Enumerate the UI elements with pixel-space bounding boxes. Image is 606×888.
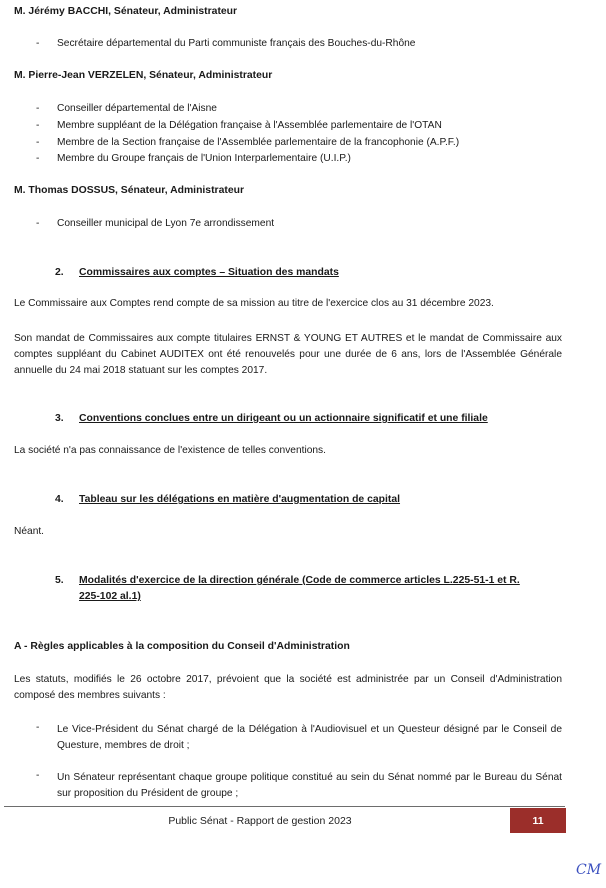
role-item: Secrétaire départemental du Parti communiste français des Bouches-du-Rhône	[57, 38, 416, 49]
section-title: Conventions conclues entre un dirigeant ou un actionnaire significatif et une filiale	[79, 413, 488, 424]
section-number: 2.	[55, 267, 64, 278]
paragraph: La société n'a pas connaissance de l'existence de telles conventions.	[14, 445, 326, 456]
footer-divider	[4, 806, 565, 807]
administrator-name: M. Pierre-Jean VERZELEN, Sénateur, Administrateur	[14, 70, 273, 81]
section-title: Commissaires aux comptes – Situation des mandats	[79, 267, 339, 278]
section-number: 4.	[55, 494, 64, 505]
paragraph: Les statuts, modifiés le 26 octobre 2017, prévoient que la société est administrée par un Conseil d'Administration composé des membres suivants :	[14, 674, 562, 701]
role-item: Membre suppléant de la Délégation française à l'Assemblée parlementaire de l'OTAN	[57, 120, 442, 131]
role-item: Conseiller municipal de Lyon 7e arrondissement	[57, 218, 275, 229]
composition-item: Le Vice-Président du Sénat chargé de la Délégation à l'Audiovisuel et un Questeur désigné par le Conseil de Questure, membres de droit ;	[57, 724, 562, 751]
role-item: Conseiller départemental de l'Aisne	[57, 103, 217, 114]
administrator-name: M. Jérémy BACCHI, Sénateur, Administrateur	[14, 6, 238, 17]
bullet-dash: -	[36, 770, 40, 781]
page-number-badge	[510, 808, 566, 833]
bullet-dash: -	[36, 38, 40, 49]
section-number: 3.	[55, 413, 64, 424]
section-title-line1: Modalités d'exercice de la direction générale (Code de commerce articles L.225-51-1 et R.	[79, 575, 520, 586]
bullet-dash: -	[36, 153, 40, 164]
section-title-line2: 225-102 al.1)	[79, 591, 141, 602]
section-number: 5.	[55, 575, 64, 586]
composition-item: Un Sénateur représentant chaque groupe politique constitué au sein du Sénat nommé par le Bureau du Sénat sur proposition du Président de groupe ;	[57, 772, 562, 799]
handwritten-initials: CM	[576, 862, 602, 878]
bullet-dash: -	[36, 722, 40, 733]
administrator-name: M. Thomas DOSSUS, Sénateur, Administrateur	[14, 185, 244, 196]
role-item: Membre de la Section française de l'Assemblée parlementaire de la francophonie (A.P.F.)	[57, 137, 460, 148]
bullet-dash: -	[36, 218, 40, 229]
paragraph: Néant.	[14, 526, 45, 537]
footer-title: Public Sénat - Rapport de gestion 2023	[168, 815, 352, 827]
bullet-dash: -	[36, 103, 40, 114]
paragraph: Son mandat de Commissaires aux compte titulaires ERNST & YOUNG ET AUTRES et le mandat de Commissaire aux comptes suppléant du Cabinet AUDITEX ont été renouvelés pour une durée de 6 ans, lors de l'Assemblée Générale annuelle du 24 mai 2018 statuant sur les comptes 2017.	[14, 333, 562, 376]
page-number: 11	[532, 814, 544, 827]
paragraph: Le Commissaire aux Comptes rend compte de sa mission au titre de l'exercice clos au 31 décembre 2023.	[14, 298, 494, 309]
subsection-title: A - Règles applicables à la composition du Conseil d'Administration	[14, 641, 350, 652]
role-item: Membre du Groupe français de l'Union Interparlementaire (U.I.P.)	[57, 153, 351, 164]
bullet-dash: -	[36, 137, 40, 148]
bullet-dash: -	[36, 120, 40, 131]
section-title: Tableau sur les délégations en matière d'augmentation de capital	[79, 494, 401, 505]
